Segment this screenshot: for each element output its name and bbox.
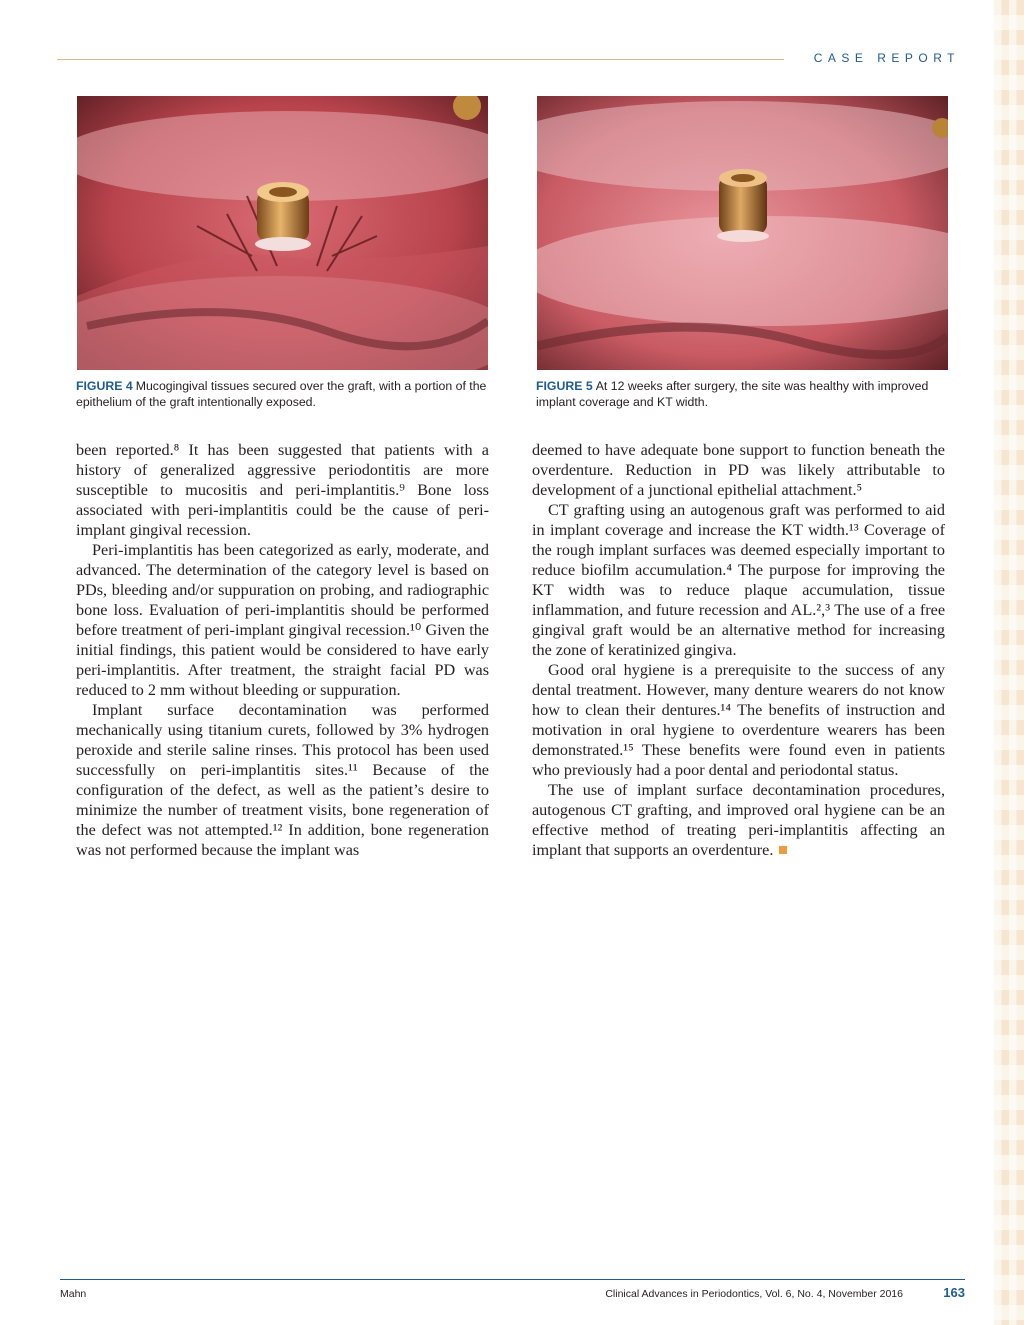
end-of-article-mark-icon	[779, 846, 787, 854]
figure-4-label: FIGURE 4	[76, 379, 133, 393]
body-paragraph: deemed to have adequate bone support to function beneath the overdenture. Reduction in PD was likely attributable to development of a junctional epithelial attachment.⁵	[532, 441, 945, 499]
figure-4-caption-text: Mucogingival tissues secured over the graft, with a portion of the epithelium of the graft intentionally exposed.	[76, 379, 487, 409]
body-column-left	[76, 440, 489, 860]
body-paragraph-last	[532, 780, 945, 860]
footer-author: Mahn	[60, 1288, 87, 1300]
body-paragraph: Good oral hygiene is a prerequisite to the success of any dental treatment. However, many denture wearers do not know how to clean their dentures.¹⁴ The benefits of instruction and motivation in oral hygiene to overdenture wearers has been demonstrated.¹⁵ These benefits were found even in patients who previously had a poor dental and periodontal status.	[532, 661, 945, 779]
header-rule	[57, 59, 784, 60]
footer-rule	[60, 1279, 965, 1280]
figure-5-caption-text: At 12 weeks after surgery, the site was healthy with improved implant coverage and KT width.	[536, 379, 929, 409]
figure-5-photo	[537, 96, 948, 370]
figure-4-caption	[76, 378, 489, 410]
figure-4-photo	[77, 96, 488, 370]
figure-5-caption	[536, 378, 949, 410]
body-paragraph: CT grafting using an autogenous graft was performed to aid in implant coverage and increase the KT width.¹³ Coverage of the rough implant surfaces was deemed especially important to reduce biofilm accumulation.⁴ The purpose for improving the KT width was to reduce plaque accumulation, tissue inflammation, and future recession and AL.²,³ The use of a free gingival graft would be an alternative method for increasing the zone of keratinized gingiva.	[532, 501, 945, 659]
footer-journal-citation: Clinical Advances in Periodontics, Vol. 6, No. 4, November 2016	[605, 1288, 903, 1300]
figure-5-label: FIGURE 5	[536, 379, 593, 393]
body-paragraph: Peri-implantitis has been categorized as early, moderate, and advanced. The determination of the category level is based on PDs, bleeding and/or suppuration on probing, and radiographic bone loss. Evaluation of peri-implantitis should be performed before treatment of peri-implant gingival recession.¹⁰ Given the initial findings, this patient would be considered to have early peri-implantitis. After treatment, the straight facial PD was reduced to 2 mm without bleeding or suppuration.	[76, 541, 489, 699]
body-paragraph-text: The use of implant surface decontamination procedures, autogenous CT grafting, and improved oral hygiene can be an effective method of treating peri-implantitis affecting an implant that supports an overdenture.	[532, 781, 945, 859]
decorative-side-strip	[994, 0, 1024, 1325]
section-label: CASE REPORT	[813, 51, 960, 65]
body-column-right	[532, 440, 945, 860]
page-number: 163	[943, 1285, 965, 1300]
body-paragraph: been reported.⁸ It has been suggested that patients with a history of generalized aggressive periodontitis are more susceptible to mucositis and peri-implantitis.⁹ Bone loss associated with peri-implantitis could be the cause of peri-implant gingival recession.	[76, 441, 489, 539]
body-paragraph: Implant surface decontamination was performed mechanically using titanium curets, followed by 3% hydrogen peroxide and sterile saline rinses. This protocol has been used successfully on peri-implantitis sites.¹¹ Because of the configuration of the defect, as well as the patient’s desire to minimize the number of treatment visits, bone regeneration of the defect was not attempted.¹² In addition, bone regeneration was not performed because the implant was	[76, 701, 489, 859]
